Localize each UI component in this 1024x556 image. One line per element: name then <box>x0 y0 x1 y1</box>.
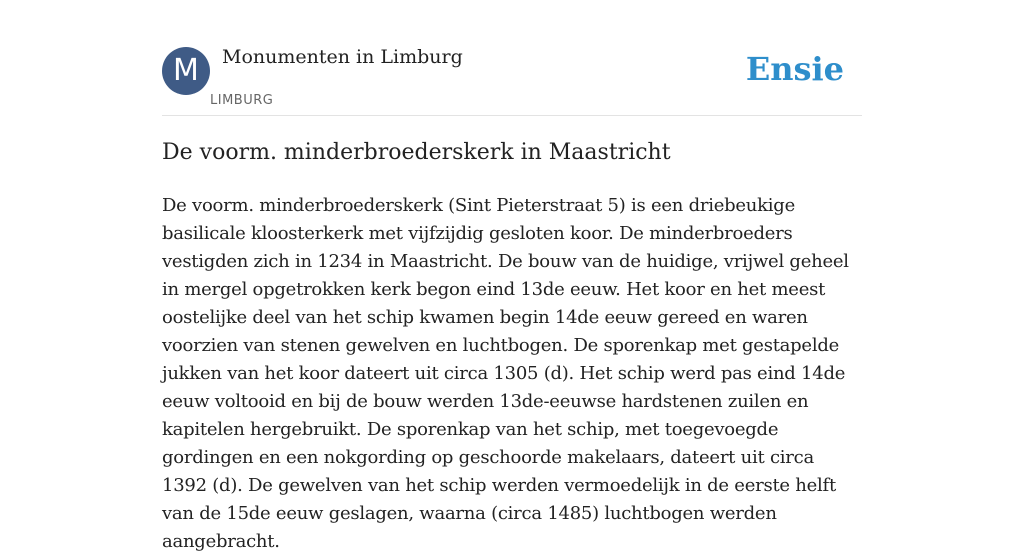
entry-body: De voorm. minderbroederskerk (Sint Pieterstraat 5) is een driebeukige basilicale kloosterkerk met vijfzijdig gesloten koor. De minderbroeders vestigden zich in 1234 in Maastricht. De bouw van de huidige, vrijwel geheel in mergel opgetrokken kerk begon eind 13de eeuw. Het koor en het meest oostelijke deel van het schip kwamen begin 14de eeuw gereed en waren voorzien van stenen gewelven en luchtbogen. De sporenkap met gestapelde jukken van het koor dateert uit circa 1305 (d). Het schip werd pas eind 14de eeuw voltooid en bij de bouw werden 13de-eeuwse hardstenen zuilen en kapitelen hergebruikt. De sporenkap van het schip, met toegevoegde gordingen en een nokgording op geschoorde makelaars, dateert uit circa 1392 (d). De gewelven van het schip werden vermoedelijk in de eerste helft van de 15de eeuw geslagen, waarna (circa 1485) luchtbogen werden aangebracht. <box>162 195 849 552</box>
avatar[interactable]: M <box>162 47 210 95</box>
brand-logo[interactable]: Ensie <box>745 50 844 88</box>
header <box>162 46 862 116</box>
category-label[interactable]: LIMBURG <box>210 93 274 108</box>
source-title[interactable]: Monumenten in Limburg <box>222 46 463 68</box>
divider <box>162 115 862 116</box>
entry-title: De voorm. minderbroederskerk in Maastricht <box>162 140 671 165</box>
